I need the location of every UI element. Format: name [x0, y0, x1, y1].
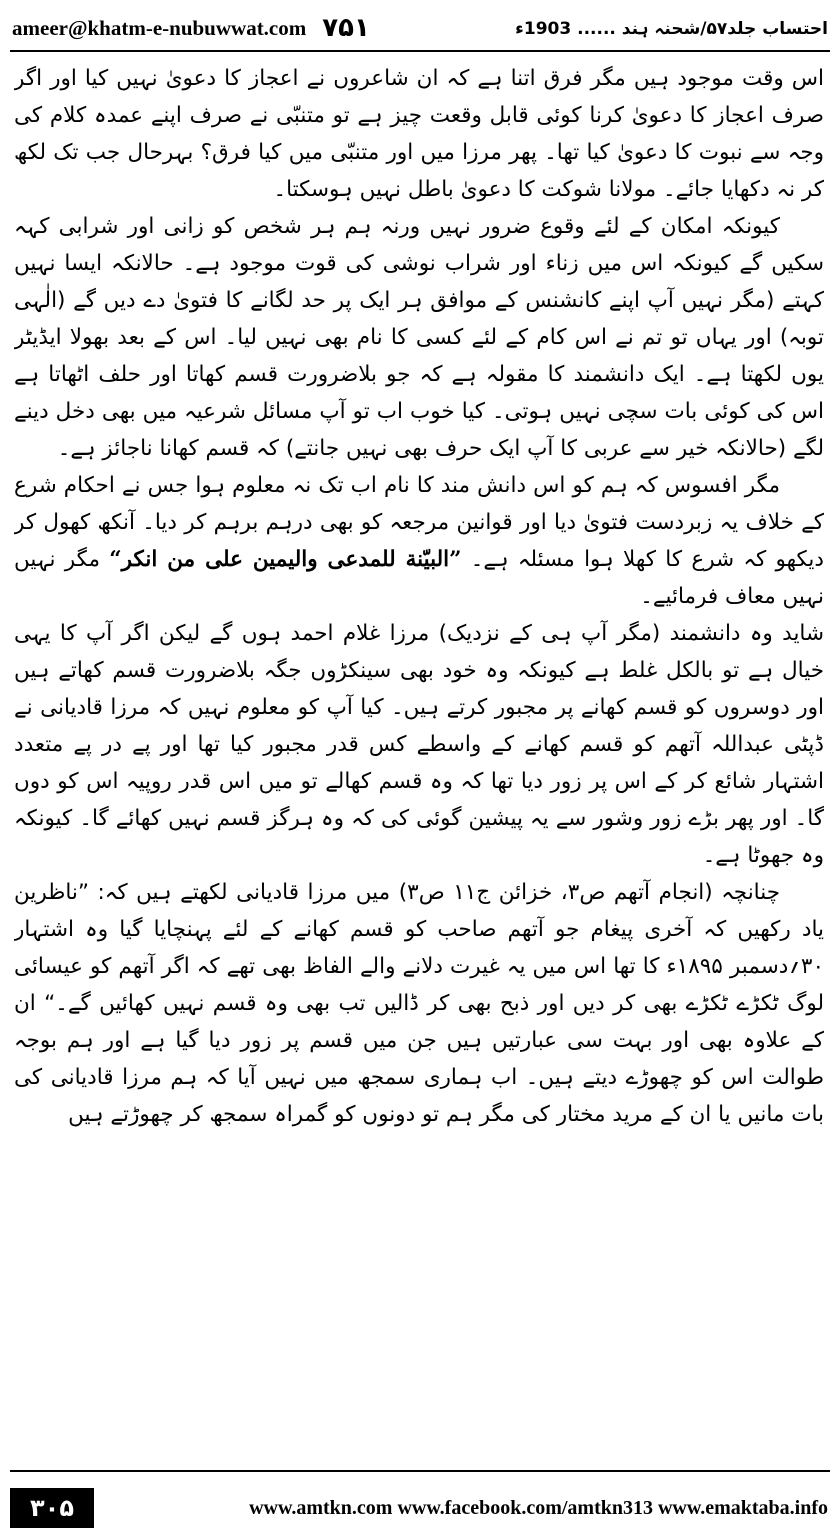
paragraph-text: مگر افسوس کہ ہم کو اس دانش مند کا نام اب تک نہ معلوم ہوا جس نے احکام شرع کے خلاف یہ زبردست فتویٰ دیا اور قوانین مرجعہ کو بھی درہم برہم کر دیا۔ آنکھ کھول کر دیکھو کہ شرع کا کھلا ہوا مسئلہ ہے۔: [14, 473, 824, 572]
page-header: [12, 10, 828, 46]
paragraph: چنانچہ (انجام آتھم ص۳، خزائن ج۱۱ ص۳) میں مرزا قادیانی لکھتے ہیں کہ: ”ناظرین یاد رکھیں کہ آخری پیغام جو آتھم صاحب کو قسم کھانے کے لئے پہنچایا گیا وہ اشتہار ۳۰؍دسمبر ۱۸۹۵ء کا تھا اس میں یہ غیرت دلانے والے الفاظ بھی تھے کہ اگر آتھم کو عیسائی لوگ ٹکڑے ٹکڑے بھی کر دیں اور ذبح بھی کر ڈالیں تب بھی وہ قسم نہیں کھائیں گے۔“ ان کے علاوہ بھی اور بہت سی عبارتیں ہیں جن میں قسم پر زور دیا گیا ہے اور ہم بوجہ طوالت اس کو چھوڑے دیتے ہیں۔ اب ہماری سمجھ میں نہیں آیا کہ ہم مرزا قادیانی کی بات مانیں یا ان کے مرید مختار کی مگر ہم تو دونوں کو گمراہ سمجھ کر چھوڑتے ہیں: [14, 880, 824, 1127]
footer-rule: [10, 1470, 830, 1472]
quote-followup: مگر نہیں نہیں معاف فرمائیے۔: [14, 547, 824, 609]
body-text: [14, 60, 824, 1458]
header-rule: [10, 50, 830, 52]
arabic-quote: ”البیّنة للمدعی والیمین علی من انکر“: [109, 547, 462, 572]
paragraph: اس وقت موجود ہیں مگر فرق اتنا ہے کہ ان شاعروں نے اعجاز کا دعویٰ نہیں کیا اور اگر صرف اعجاز کا دعویٰ کرنا کوئی قابل وقعت چیز ہے تو متنبّی نے صرف اپنے عمدہ کلام کی وجہ سے نبوت کا دعویٰ کیا تھا۔ پھر مرزا میں اور متنبّی میں کیا فرق؟ بہرحال جب تک لکھ کر نہ دکھایا جائے۔ مولانا شوکت کا دعویٰ باطل نہیں ہوسکتا۔: [14, 66, 824, 202]
paragraph: کیونکہ امکان کے لئے وقوع ضرور نہیں ورنہ ہم ہر شخص کو زانی اور شرابی کہہ سکیں گے کیونکہ اس میں زناء اور شراب نوشی کی قوت موجود ہے۔ حالانکہ ایسا نہیں کہتے (مگر نہیں آپ اپنے کانشنس کے موافق ہر ایک پر حد لگانے کا فتویٰ دے دیں گے (الٰہی توبہ) اور یہاں تو تم نے اس کام کے لئے کسی کا نام بھی نہیں لیا۔ اس کے بعد بھولا ایڈیٹر یوں لکھتا ہے۔ ایک دانشمند کا مقولہ ہے کہ جو بلاضرورت قسم کھاتا اور حلف اٹھاتا ہے اس کی کوئی بات سچی نہیں ہوتی۔ کیا خوب اب تو آپ مسائل شرعیہ میں بھی دخل دینے لگے (حالانکہ خیر سے عربی کا آپ ایک حرف بھی نہیں جانتے) کہ قسم کھانا ناجائز ہے۔: [14, 214, 824, 461]
paragraph-with-quote: [14, 467, 824, 615]
footer-websites: www.amtkn.com www.facebook.com/amtkn313 www.emaktaba.info: [249, 1496, 828, 1519]
header-email: ameer@khatm-e-nubuwwat.com: [12, 15, 307, 40]
footer-folio: ۳۰۵: [10, 1488, 94, 1528]
header-page-number: ۷۵۱: [322, 13, 370, 43]
header-left: [12, 13, 370, 43]
header-running-title: احتساب جلد۵۷/شحنہ ہند ...... 1903ء: [515, 18, 828, 39]
paragraph: شاید وہ دانشمند (مگر آپ ہی کے نزدیک) مرزا غلام احمد ہوں گے لیکن اگر آپ کا یہی خیال ہے تو بالکل غلط ہے کیونکہ وہ خود بھی سینکڑوں جگہ بلاضرورت قسم کھاتے ہیں اور دوسروں کو قسم کھانے پر مجبور کرتے ہیں۔ کیا آپ کو معلوم نہیں کہ مرزا قادیانی نے ڈپٹی عبداللہ آتھم کو قسم کھانے کے واسطے کس قدر مجبور کیا تھا اور پے در پے متعدد اشتہار شائع کر کے اس پر زور دیا تھا کہ وہ قسم کھالے تو میں اس قدر روپیہ اس کو دوں گا۔ اور پھر بڑے زور وشور سے یہ پیشین گوئی کی کہ وہ ہرگز قسم نہیں کھائے گا۔ کیونکہ وہ جھوٹا ہے۔: [14, 621, 824, 868]
page-footer: [10, 1486, 830, 1530]
